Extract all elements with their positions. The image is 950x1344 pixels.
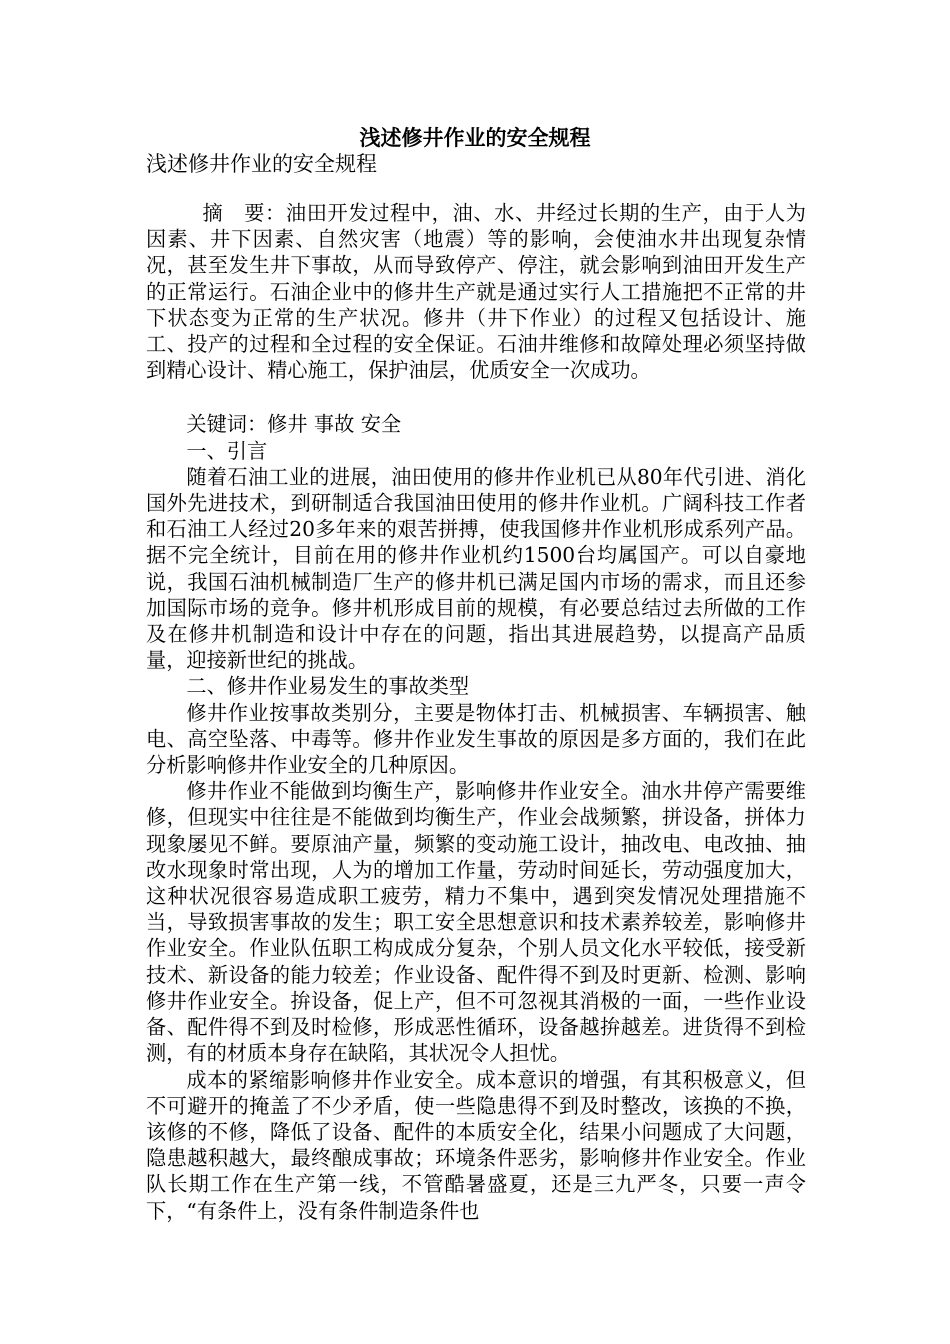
introduction-paragraph: 随着石油工业的进展，油田使用的修井作业机已从80年代引进、消化国外先进技术，到研制适合我国油田使用的修井作业机。广阔科技工作者和石油工人经过20多年来的艰苦拼搏，使我国修井作业机形成系列产品。据不完全统计，目前在用的修井作业机约1500台均属国产。可以自豪地说，我国石油机械制造厂生产的修井机已满足国内市场的需求，而且还参加国际市场的竞争。修井机形成目前的规模，有必要总结过去所做的工作及在修井机制造和设计中存在的问题，指出其进展趋势，以提高产品质量，迎接新世纪的挑战。 bbox=[146, 464, 806, 673]
section-heading-introduction: 一、引言 bbox=[186, 438, 268, 463]
keywords-line: 关键词：修井 事故 安全 bbox=[186, 412, 402, 437]
document-body bbox=[146, 200, 806, 1224]
section-heading-accident-types: 二、修井作业易发生的事故类型 bbox=[186, 674, 470, 699]
document-subtitle: 浅述修井作业的安全规程 bbox=[146, 152, 377, 176]
balanced-production-paragraph: 修井作业不能做到均衡生产，影响修井作业安全。油水井停产需要维修，但现实中往往是不能做到均衡生产，作业会战频繁，拼设备，拼体力现象屡见不鲜。要原油产量，频繁的变动施工设计，抽改电、电改抽、抽改水现象时常出现，人为的增加工作量，劳动时间延长，劳动强度加大，这种状况很容易造成职工疲劳，精力不集中，遇到突发情况处理措施不当，导致损害事故的发生；职工安全思想意识和技术素养较差，影响修井作业安全。作业队伍职工构成成分复杂，个别人员文化水平较低，接受新技术、新设备的能力较差；作业设备、配件得不到及时更新、检测、影响修井作业安全。拚设备，促上产，但不可忽视其消极的一面，一些作业设备、配件得不到及时检修，形成恶性循环，设备越拚越差。进货得不到检测，有的材质本身存在缺陷，其状况令人担忧。 bbox=[146, 779, 806, 1066]
cost-reduction-paragraph: 成本的紧缩影响修井作业安全。成本意识的增强，有其积极意义，但不可避开的掩盖了不少矛盾，使一些隐患得不到及时整改，该换的不换，该修的不修，降低了设备、配件的本质安全化，结果小问题成了大问题，隐患越积越大，最终酿成事故；环境条件恶劣，影响修井作业安全。作业队长期工作在生产第一线，不管酷暑盛夏，还是三九严冬，只要一声令下，“有条件上，没有条件制造条件也 bbox=[146, 1067, 806, 1223]
accident-types-paragraph: 修井作业按事故类别分，主要是物体打击、机械损害、车辆损害、触电、高空坠落、中毒等。修井作业发生事故的原因是多方面的，我们在此分析影响修井作业安全的几种原因。 bbox=[146, 700, 806, 778]
abstract-paragraph: 摘 要：油田开发过程中，油、水、井经过长期的生产，由于人为因素、井下因素、自然灾害（地震）等的影响，会使油水井出现复杂情况，甚至发生井下事故，从而导致停产、停注，就会影响到油田开发生产的正常运行。石油企业中的修井生产就是通过实行人工措施把不正常的井下状态变为正常的生产状况。修井（井下作业）的过程又包括设计、施工、投产的过程和全过程的安全保证。石油井维修和故障处理必须坚持做到精心设计、精心施工，保护油层，优质安全一次成功。 bbox=[146, 201, 806, 383]
paragraph-spacer bbox=[146, 383, 806, 411]
document-title: 浅述修井作业的安全规程 bbox=[359, 125, 591, 150]
